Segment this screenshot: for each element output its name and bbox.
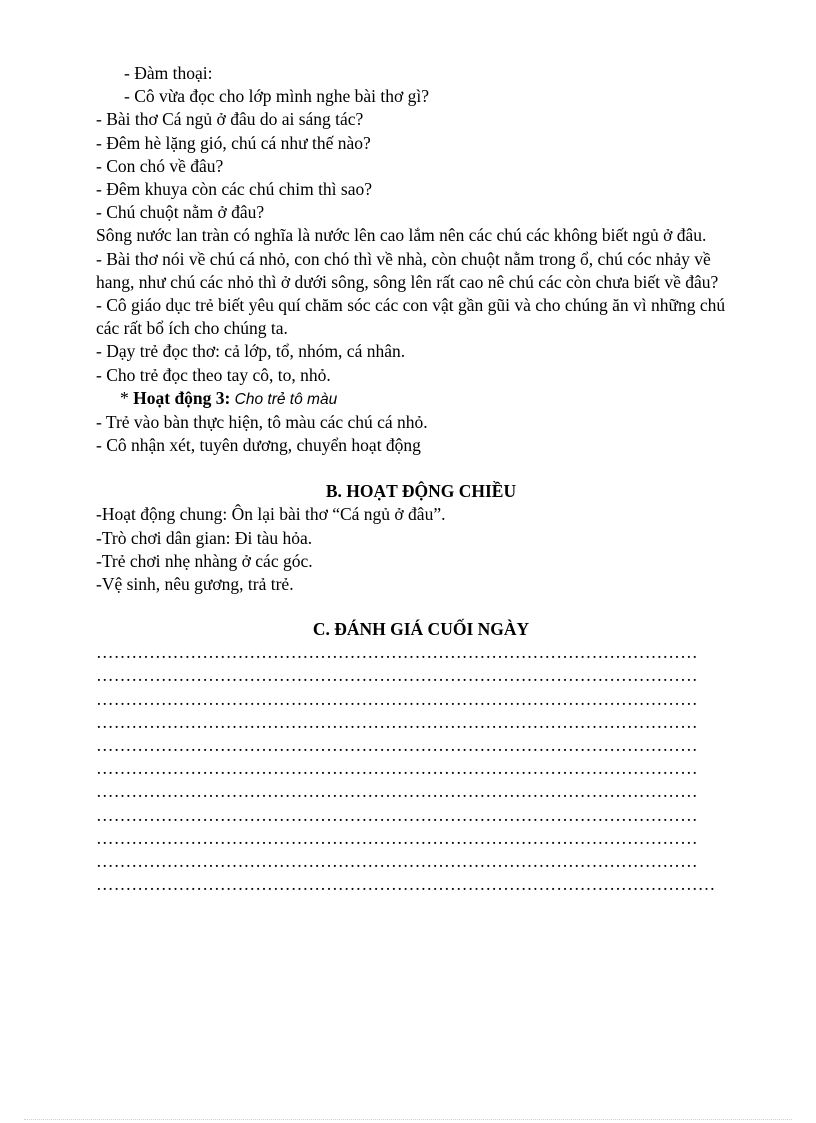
afternoon-line: -Trò chơi dân gian: Đi tàu hỏa. — [96, 527, 313, 548]
activity3-prefix: * — [120, 387, 134, 408]
question-line: - Chú chuột nằm ở đâu? — [96, 202, 265, 223]
question-line: - Đêm khuya còn các chú chim thì sao? — [96, 179, 373, 200]
summary-paragraph: - Bài thơ nói về chú cá nhỏ, con chó thì về nhà, còn chuột nằm trong ổ, chú cóc nhảy về hang, như chú các nhỏ thì ở dưới sông, sông lên rất cao nê chú các còn chưa biết về đâu? — [96, 248, 719, 292]
section-a — [96, 62, 746, 457]
evaluation-dot-line: ………………………………………………………………………………………… — [96, 781, 698, 802]
page-bottom-divider — [24, 1119, 792, 1120]
explanation-paragraph: Sông nước lan tràn có nghĩa là nước lên cao lắm nên các chú các không biết ngủ ở đâu. — [96, 225, 707, 246]
activity-line: - Trẻ vào bàn thực hiện, tô màu các chú cá nhỏ. — [96, 412, 428, 433]
activity3-text: Cho trẻ tô màu — [230, 390, 338, 408]
activity-line: - Cô nhận xét, tuyên dương, chuyển hoạt động — [96, 435, 421, 456]
dialogue-heading: - Đàm thoại: — [124, 63, 213, 83]
activity3-label: Hoạt động 3: — [133, 387, 231, 408]
section-c — [96, 618, 746, 896]
afternoon-line: -Vệ sinh, nêu gương, trả trẻ. — [96, 574, 294, 595]
evaluation-dot-line: …………………………………………………………………………………………… — [96, 874, 716, 895]
evaluation-dot-line: ………………………………………………………………………………………… — [96, 642, 698, 663]
question-line: - Bài thơ Cá ngủ ở đâu do ai sáng tác? — [96, 109, 364, 130]
section-c-heading: C. ĐÁNH GIÁ CUỐI NGÀY — [312, 619, 530, 640]
evaluation-dot-line: ………………………………………………………………………………………… — [96, 711, 698, 732]
activity-line: - Cho trẻ đọc theo tay cô, to, nhỏ. — [96, 364, 331, 385]
question-line: - Cô vừa đọc cho lớp mình nghe bài thơ gì? — [124, 86, 430, 107]
evaluation-dot-line: ………………………………………………………………………………………… — [96, 827, 698, 848]
activity3-heading — [96, 387, 746, 411]
education-paragraph: - Cô giáo dục trẻ biết yêu quí chăm sóc các con vật gần gũi và cho chúng ăn vì những chú các rất bổ ích cho chúng ta. — [96, 295, 726, 339]
question-line: - Con chó về đâu? — [96, 155, 224, 176]
question-line: - Đêm hè lặng gió, chú cá như thế nào? — [96, 132, 371, 153]
evaluation-dot-line: ………………………………………………………………………………………… — [96, 758, 698, 779]
document-page — [96, 62, 746, 897]
evaluation-dot-line: ………………………………………………………………………………………… — [96, 665, 698, 686]
activity-line: - Dạy trẻ đọc thơ: cả lớp, tổ, nhóm, cá nhân. — [96, 341, 406, 362]
evaluation-dot-line: ………………………………………………………………………………………… — [96, 804, 698, 825]
section-b-heading: B. HOẠT ĐỘNG CHIỀU — [325, 481, 517, 502]
afternoon-line: -Hoạt động chung: Ôn lại bài thơ “Cá ngủ ở đâu”. — [96, 504, 446, 525]
section-b — [96, 480, 746, 596]
evaluation-dot-line: ………………………………………………………………………………………… — [96, 735, 698, 756]
afternoon-line: -Trẻ chơi nhẹ nhàng ở các góc. — [96, 550, 313, 571]
evaluation-dot-line: ………………………………………………………………………………………… — [96, 851, 698, 872]
evaluation-dot-line: ………………………………………………………………………………………… — [96, 688, 698, 709]
